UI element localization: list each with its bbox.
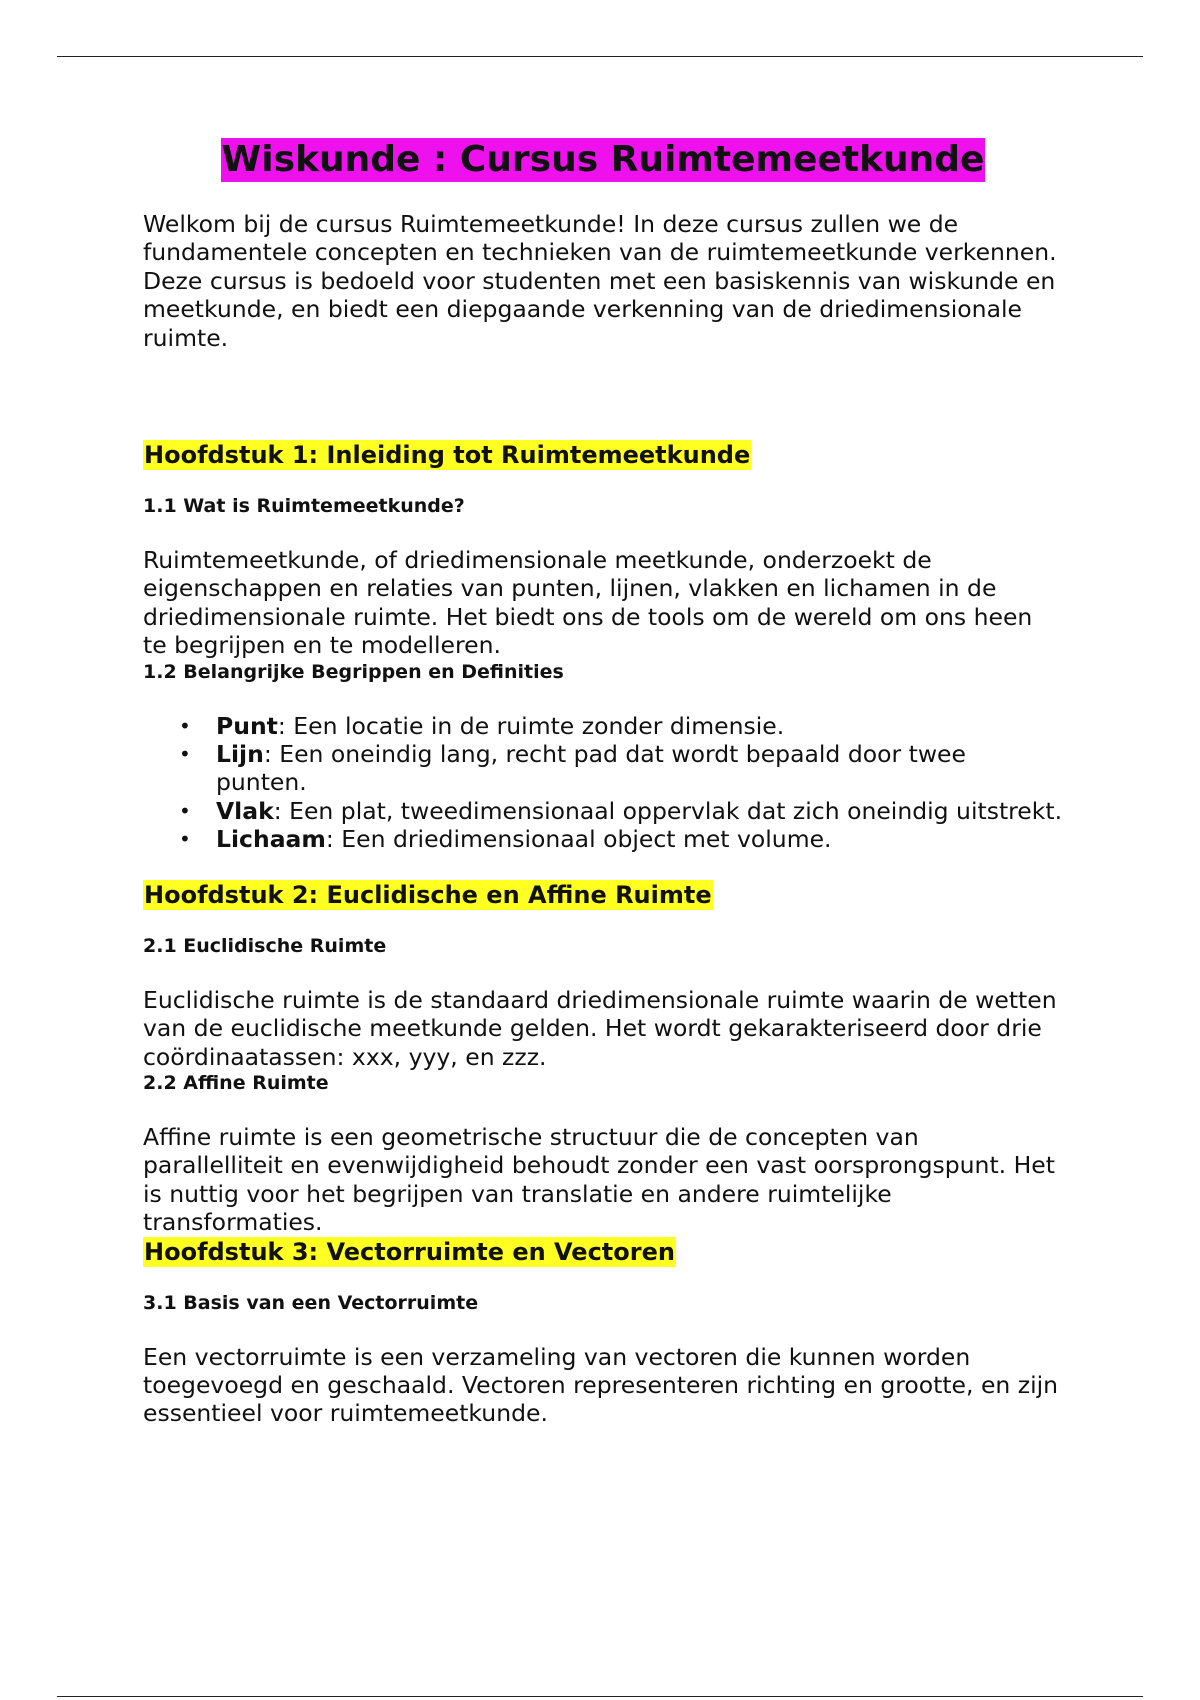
section-heading: 2.2 Affine Ruimte	[143, 1071, 329, 1094]
section-body: Een vectorruimte is een verzameling van vectoren die kunnen worden toegevoegd en geschaald. Vectoren representeren richting en grootte, en zijn essentieel voor ruimtemeetkunde.	[143, 1342, 1059, 1428]
section-heading: 3.1 Basis van een Vectorruimte	[143, 1291, 479, 1314]
section-heading: 1.1 Wat is Ruimtemeetkunde?	[143, 495, 465, 518]
chapter-1	[143, 440, 1063, 470]
title-block	[143, 138, 1063, 182]
section-body: Ruimtemeetkunde, of driedimensionale meetkunde, onderzoekt de eigenschappen en relaties van punten, lijnen, vlakken en lichamen in de driedimensionale ruimte. Het biedt ons de tools om de wereld om ons heen te begrijpen en te modelleren.	[143, 546, 1033, 660]
definition-term: Vlak	[216, 796, 274, 825]
definition-text: : Een plat, tweedimensionaal oppervlak dat zich oneindig uitstrekt.	[273, 796, 1063, 825]
section-body: Euclidische ruimte is de standaard driedimensionale ruimte waarin de wetten van de euclidische meetkunde gelden. Het wordt gekarakteriseerd door drie coördinaatassen: xxx, yyy, en zzz.	[143, 985, 1057, 1071]
definition-term: Lijn	[216, 740, 264, 769]
definition-text: : Een oneindig lang, recht pad dat wordt bepaald door twee punten.	[216, 740, 966, 797]
definition-list	[143, 712, 1063, 854]
definition-item	[143, 825, 1063, 853]
bullet-icon: •	[179, 742, 191, 767]
chapter-heading: Hoofdstuk 1: Inleiding tot Ruimtemeetkunde	[144, 441, 751, 470]
section-body: Affine ruimte is een geometrische structuur die de concepten van parallelliteit en evenwijdigheid behoudt zonder een vast oorsprongspunt. Het is nuttig voor het begrijpen van translatie en andere ruimtelijke transformaties.	[143, 1122, 1055, 1237]
page-bottom-rule	[57, 1696, 1143, 1697]
chapter-heading: Hoofdstuk 2: Euclidische en Affine Ruimte	[144, 880, 712, 909]
page-top-rule	[57, 56, 1143, 57]
document-title: Wiskunde : Cursus Ruimtemeetkunde	[221, 139, 985, 180]
definition-term: Punt	[216, 711, 278, 740]
bullet-icon: •	[179, 713, 191, 738]
intro-paragraph: Welkom bij de cursus Ruimtemeetkunde! In deze cursus zullen we de fundamentele concepten en technieken van de ruimtemeetkunde verkennen. Deze cursus is bedoeld voor studenten met een basiskennis van wiskunde en meetkunde, en biedt een diepgaande verkenning van de driedimensionale ruimte.	[143, 210, 1057, 352]
bullet-icon: •	[179, 798, 191, 823]
section-heading: 2.1 Euclidische Ruimte	[143, 934, 387, 957]
definition-item	[143, 712, 1063, 740]
chapter-heading: Hoofdstuk 3: Vectorruimte en Vectoren	[144, 1237, 675, 1266]
definition-item	[143, 797, 1063, 825]
definition-term: Lichaam	[216, 825, 326, 854]
section-heading: 1.2 Belangrijke Begrippen en Definities	[143, 660, 564, 683]
document-content	[143, 138, 1063, 1428]
chapter-2	[143, 880, 1063, 910]
definition-text: : Een driedimensionaal object met volume.	[325, 825, 832, 854]
definition-text: : Een locatie in de ruimte zonder dimensie.	[277, 711, 785, 740]
chapter-3	[143, 1237, 1063, 1267]
bullet-icon: •	[179, 827, 191, 852]
definition-item	[143, 740, 1063, 797]
